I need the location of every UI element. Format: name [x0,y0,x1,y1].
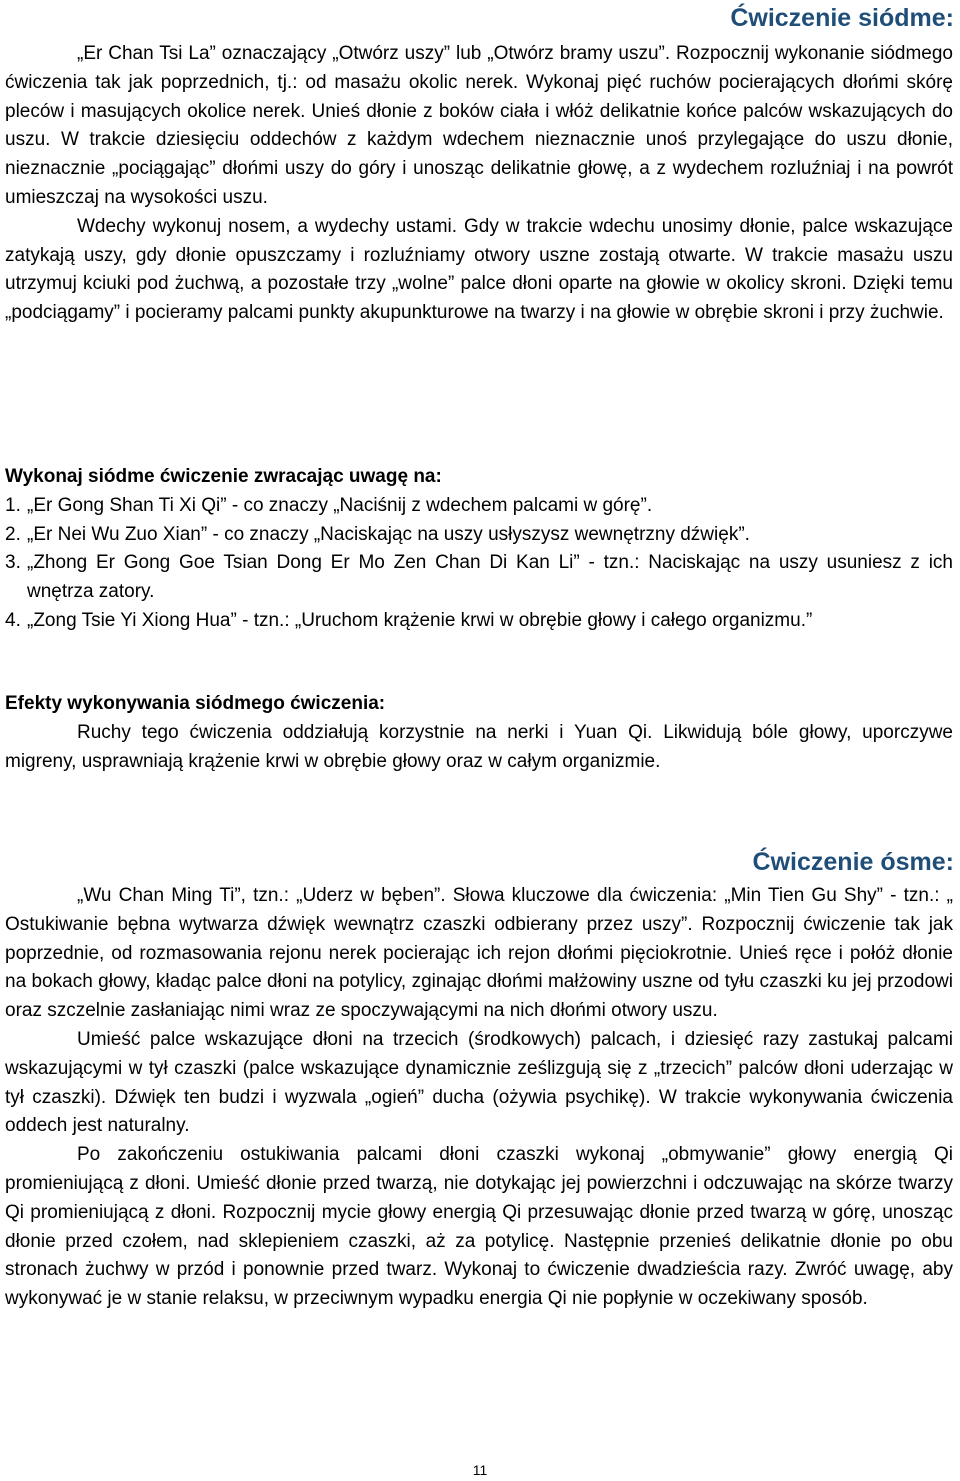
list-item [5,607,953,636]
paragraph: Po zakończeniu ostukiwania palcami dłoni czaszki wykonaj „obmywanie” głowy energią Qi promieniującą z dłoni. Umieść dłonie przed twarzą, nie dotykając jej powierzchni i odczuwając na skórze twarzy Qi promieniującą z dłoni. Rozpocznij mycie głowy energią Qi przesuwając dłonie przed twarzą w górę, unosząc dłonie przed czołem, nad sklepieniem czaszki, aż za potylicę. Następnie przenieś delikatnie dłonie po obu stronach żuchwy w przód i ponownie przed twarz. Wykonaj to ćwiczenie dwadzieścia razy. Zwróć uwagę, aby wykonywać je w stanie relaksu, w przeciwnym wypadku energia Qi nie popłynie w oczekiwany sposób. [5,1144,953,1310]
list-item-text: „Zhong Er Gong Goe Tsian Dong Er Mo Zen Chan Di Kan Li” - tzn.: Naciskając na uszy usuniesz z ich wnętrza zatory. [27,552,953,603]
eighth-body [5,882,953,1314]
list-item-text: „Er Nei Wu Zuo Xian” - co znaczy „Naciskając na uszy usłyszysz wewnętrzny dźwięk”. [27,523,750,545]
list-item-text: „Zong Tsie Yi Xiong Hua” - tzn.: „Uruchom krążenie krwi w obrębie głowy i całego organizmu.” [27,609,813,631]
paragraph: „Wu Chan Ming Ti”, tzn.: „Uderz w bęben”. Słowa kluczowe dla ćwiczenia: „Min Tien Gu Shy” - tzn.: „ Ostukiwanie bębna wytwarza dźwięk wewnątrz czaszki odbierany przez uszy”. Rozpocznij ćwiczenie tak jak poprzednie, od rozmasowania rejonu nerek pocierając ich rejon dłońmi pięciokrotnie. Unieś ręce i połóż dłonie na bokach głowy, kładąc palce dłoni na potylicy, zginając dłońmi małżowiny uszne od tyłu czaszki ku jej przodowi oraz szczelnie zasłaniając nimi wraz ze spoczywającymi na nich dłońmi otwory uszu. [5,885,953,1022]
section-heading-eighth: Ćwiczenie ósme: [752,848,954,876]
list-title [5,463,953,492]
paragraph: Umieść palce wskazujące dłoni na trzecich (środkowych) palcach, i dziesięć razy zastukaj palcami wskazującymi w tył czaszki (palce wskazujące dynamicznie ześlizgują się z „trzecich” palców dłoni uderzając w tył czaszki). Dźwięk ten budzi i wyzwala „ogień” ducha (ożywia psychikę). W trakcie wykonywania ćwiczenia oddech jest naturalny. [5,1028,953,1137]
list-title-text: Wykonaj siódme ćwiczenie zwracając uwagę na: [5,466,442,487]
page-number: 11 [472,1462,488,1478]
seventh-list-block [5,463,953,636]
section-heading-seventh: Ćwiczenie siódme: [730,4,954,32]
list-item [5,521,953,550]
list-item [5,549,953,607]
numbered-list [5,492,953,636]
list-item [5,492,953,521]
paragraph: Wdechy wykonuj nosem, a wydechy ustami. Gdy w trakcie wdechu unosimy dłonie, palce wskazujące zatykają uszy, gdy dłonie opuszczamy i rozluźniamy otwory uszne zostają otwarte. W trakcie masażu uszu utrzymuj kciuki pod żuchwą, a pozostałe trzy „wolne” palce dłoni oparte na głowie w okolicy skroni. Dzięki temu „podciągamy” i pocieramy palcami punkty akupunkturowe na twarzy i na głowie w obrębie skroni i przy żuchwie. [5,215,953,324]
effects-text: Ruchy tego ćwiczenia oddziałują korzystnie na nerki i Yuan Qi. Likwidują bóle głowy, uporczywe migreny, usprawniają krążenie krwi w obrębie głowy oraz w całym organizmie. [5,721,953,772]
seventh-effects-block [5,690,953,776]
list-item-text: „Er Gong Shan Ti Xi Qi” - co znaczy „Naciśnij z wdechem palcami w górę”. [27,494,653,516]
list-number: 1. [5,494,21,516]
effects-title: Efekty wykonywania siódmego ćwiczenia: [5,693,386,714]
list-number: 2. [5,523,21,545]
list-number: 3. [5,552,21,574]
paragraph: „Er Chan Tsi La” oznaczający „Otwórz uszy” lub „Otwórz bramy uszu”. Rozpocznij wykonanie siódmego ćwiczenia tak jak poprzednich, tj.: od masażu okolic nerek. Wykonaj pięć ruchów pocierających dłońmi skórę pleców i masujących okolice nerek. Unieś dłonie z boków ciała i włóż delikatnie końce palców wskazujących do uszu. W trakcie dziesięciu oddechów z każdym wdechem nieznacznie unoś przylegające do uszu dłonie, nieznacznie „pociągając” dłońmi uszy do góry i unosząc delikatnie głowę, a z wydechem rozluźniaj i na powrót umieszczaj na wysokości uszu. [5,43,953,208]
seventh-body [5,40,953,328]
list-number: 4. [5,609,21,631]
